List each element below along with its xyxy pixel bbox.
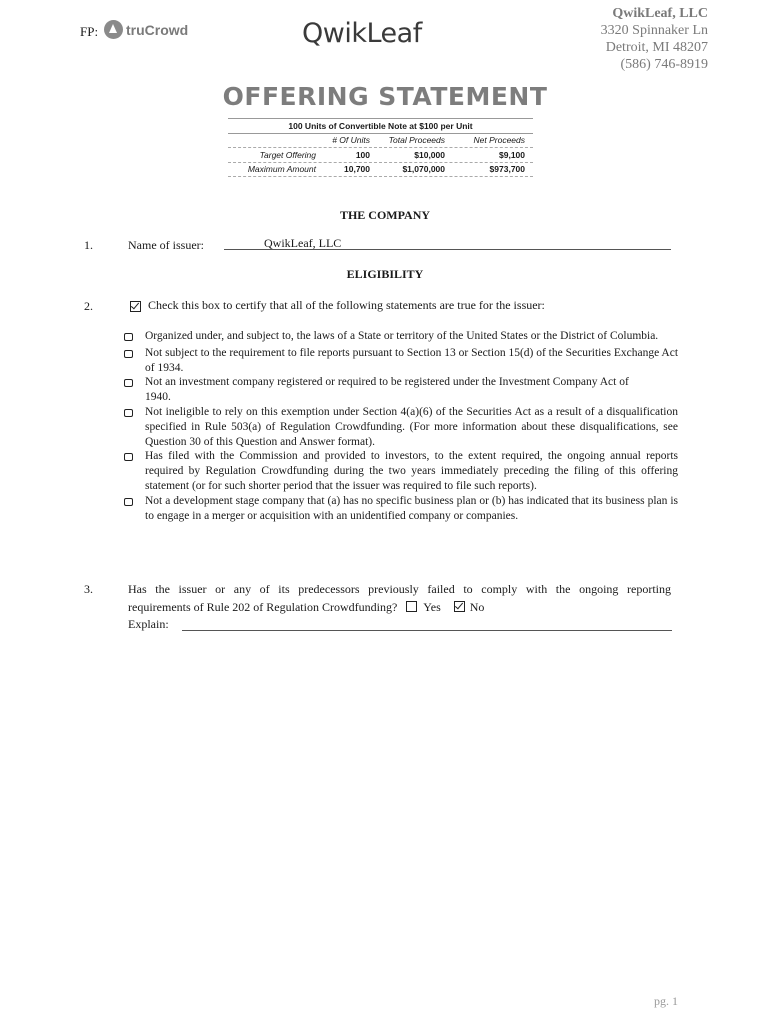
item-number: 1. xyxy=(84,238,93,252)
explain-field[interactable] xyxy=(182,616,672,631)
rounded-box-bullet-icon xyxy=(124,350,133,358)
offering-table-header xyxy=(228,134,533,149)
checkbox-checked-icon xyxy=(130,301,141,312)
fp-label: FP: xyxy=(80,24,99,39)
section-heading-eligibility: ELIGIBILITY xyxy=(346,267,424,281)
item-number: 2. xyxy=(84,299,93,313)
page-title: OFFERING STATEMENT xyxy=(222,82,548,111)
qwikleaf-logo-q: Q xyxy=(302,18,323,49)
statement-text: Organized under, and subject to, the laws of a State or territory of the United States or the District of Columbia. xyxy=(145,330,659,342)
list-item xyxy=(124,494,678,524)
rounded-box-bullet-icon xyxy=(124,453,133,461)
offering-table xyxy=(228,118,533,177)
checkbox-checked-icon xyxy=(454,601,465,612)
table-cell: $9,100 xyxy=(499,149,525,160)
table-header-cell: Net Proceeds xyxy=(473,135,525,146)
yes-checkbox[interactable] xyxy=(406,600,417,614)
rounded-box-bullet-icon xyxy=(124,379,133,387)
certify-checkbox[interactable] xyxy=(130,298,141,316)
statement-text: Has filed with the Commission and provided to investors, to the extent required, the ongoing annual reports required by Regulation Crowdfunding during the two years immediately preceding the filing of this offering statement (or for such shorter period that the issuer was required to file such reports). xyxy=(145,450,678,492)
statement-text: Not ineligible to rely on this exemption under Section 4(a)(6) of the Securities Act as a result of a disqualification specified in Rule 503(a) of Regulation Crowdfunding. (For more information about these disqualifications, see Question 30 of this Question and Answer format). xyxy=(145,405,678,448)
section-heading-company: THE COMPANY xyxy=(339,208,431,222)
rounded-box-bullet-icon xyxy=(124,498,133,506)
table-header-cell: # Of Units xyxy=(332,135,370,146)
explain-label: Explain: xyxy=(128,617,169,631)
trucrowd-mountain-icon xyxy=(104,20,123,39)
address-line-2: Detroit, MI 48207 xyxy=(605,40,708,55)
statement-text: Not an investment company registered or required to be registered under the Investment Company Act of 1940. xyxy=(145,376,629,404)
company-address-block xyxy=(601,5,708,73)
table-row xyxy=(228,148,533,163)
qwikleaf-logo xyxy=(302,18,422,49)
statement-text: Not subject to the requirement to file reports pursuant to Section 13 or Section 15(d) of the Securities Exchange Act of 1934. xyxy=(145,346,679,374)
table-cell: $1,070,000 xyxy=(402,164,445,175)
trucrowd-logo xyxy=(104,20,188,39)
certify-text: Check this box to certify that all of the following statements are true for the issuer: xyxy=(148,298,545,312)
rounded-box-bullet-icon xyxy=(124,409,133,417)
address-line-1: 3320 Spinnaker Ln xyxy=(600,23,708,38)
list-item xyxy=(124,449,678,493)
yes-label: Yes xyxy=(423,600,441,614)
table-cell: $973,700 xyxy=(489,164,525,175)
table-cell: $10,000 xyxy=(414,149,445,160)
company-phone: (586) 746-8919 xyxy=(620,57,708,72)
question3-text-line2: requirements of Rule 202 of Regulation Crowdfunding? xyxy=(128,600,398,614)
list-item xyxy=(124,329,678,346)
checkbox-empty-icon xyxy=(406,601,417,612)
table-cell: 100 xyxy=(355,149,370,160)
list-item xyxy=(124,375,678,405)
rounded-box-bullet-icon xyxy=(124,333,133,341)
list-item xyxy=(124,405,678,449)
trucrowd-logo-text: truCrowd xyxy=(126,21,189,38)
eligibility-statements-list xyxy=(124,329,678,523)
qwikleaf-logo-rest: wikLeaf xyxy=(322,18,422,49)
table-cell: Maximum Amount xyxy=(247,164,316,175)
offering-table-caption: 100 Units of Convertible Note at $100 per Unit xyxy=(228,118,533,134)
page-number: pg. 1 xyxy=(654,994,678,1008)
question3-text-line2-row xyxy=(128,600,484,615)
issuer-name-label: Name of issuer: xyxy=(128,238,204,252)
table-cell: 10,700 xyxy=(344,164,370,175)
list-item xyxy=(124,346,678,376)
statement-text: Not a development stage company that (a) has no specific business plan or (b) has indicated that its business plan is to engage in a merger or acquisition with an unidentified company or companies. xyxy=(145,494,678,522)
table-header-cell: Total Proceeds xyxy=(388,135,445,146)
table-cell: Target Offering xyxy=(259,149,316,160)
table-row xyxy=(228,163,533,178)
item-number: 3. xyxy=(84,582,93,596)
issuer-name-field[interactable]: QwikLeaf, LLC xyxy=(224,236,671,250)
no-checkbox[interactable] xyxy=(454,600,465,614)
question3-text-line1: Has the issuer or any of its predecessors previously failed to comply with the ongoing reporting xyxy=(128,582,671,596)
company-name: QwikLeaf, LLC xyxy=(612,6,708,21)
no-label: No xyxy=(469,600,485,614)
